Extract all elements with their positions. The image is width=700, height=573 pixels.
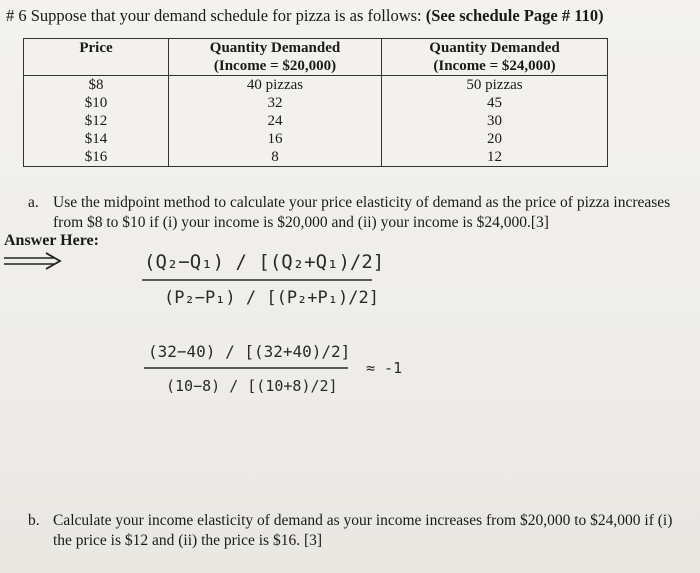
answer-label: Answer Here:: [4, 232, 99, 249]
part-a-label: a.: [28, 194, 39, 211]
quantity-20k-cell: 32: [169, 94, 382, 112]
quantity-20k-cell: 40 pizzas: [169, 76, 382, 95]
price-cell: $14: [24, 130, 169, 148]
demand-schedule-table: [23, 38, 608, 167]
quantity-20k-cell: 16: [169, 130, 382, 148]
quantity-24k-cell: 50 pizzas: [382, 76, 608, 95]
quantity-20k-cell: 24: [169, 112, 382, 130]
handwritten-formula-numerator: (Q₂−Q₁) / [(Q₂+Q₁)/2]: [144, 251, 385, 273]
table-row: [24, 112, 608, 130]
price-cell: $16: [24, 148, 169, 167]
quantity-20k-cell: 8: [169, 148, 382, 167]
quantity-24k-cell: 45: [382, 94, 608, 112]
quantity-24k-header: Quantity Demanded (Income = $24,000): [382, 39, 608, 76]
table-row: [24, 130, 608, 148]
part-a-question: [28, 193, 693, 233]
handwritten-calc-denominator: (10−8) / [(10+8)/2]: [166, 377, 338, 395]
price-cell: $10: [24, 94, 169, 112]
table-row: [24, 148, 608, 167]
table-header-row: [24, 39, 608, 76]
price-cell: $8: [24, 76, 169, 95]
part-a-text: Use the midpoint method to calculate your price elasticity of demand as the price of pizza increases from $8 to $10 if (i) your income is $20,000 and (ii) your income is $24,000.[3]: [53, 194, 671, 231]
arrow-icon: [2, 250, 64, 272]
handwritten-calc-numerator: (32−40) / [(32+40)/2]: [148, 342, 351, 361]
table-row: [24, 94, 608, 112]
part-b-text: Calculate your income elasticity of demand as your income increases from $20,000 to $24,000 if (i) the price is $12 and (ii) the price is $16. [3]: [53, 512, 673, 549]
quantity-24k-cell: 12: [382, 148, 608, 167]
handwritten-answer: [140, 248, 440, 408]
quantity-24k-cell: 30: [382, 112, 608, 130]
question-prefix: # 6 Suppose that your demand schedule for pizza is as follows:: [6, 6, 422, 25]
price-cell: $12: [24, 112, 169, 130]
schedule-reference: (See schedule Page # 110): [425, 6, 604, 25]
question-heading: [6, 6, 604, 26]
handwritten-formula-denominator: (P₂−P₁) / [(P₂+P₁)/2]: [164, 288, 379, 308]
part-b-question: [28, 511, 693, 551]
handwritten-approx-result: ≈ -1: [366, 359, 403, 377]
quantity-24k-cell: 20: [382, 130, 608, 148]
price-header: Price: [24, 39, 169, 76]
quantity-20k-header: Quantity Demanded (Income = $20,000): [169, 39, 382, 76]
table-row: [24, 76, 608, 95]
part-b-label: b.: [28, 512, 40, 529]
